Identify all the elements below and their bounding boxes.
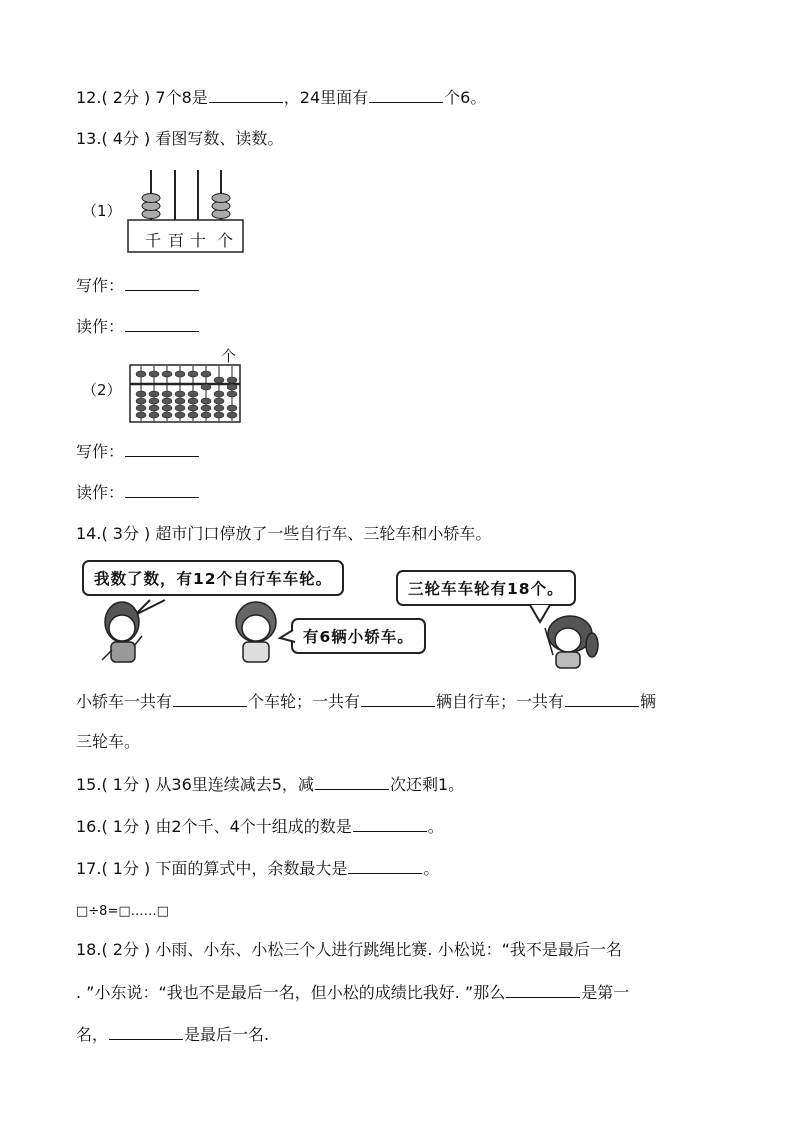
children-illustration (0, 550, 794, 670)
question-14 (76, 523, 491, 545)
place-label-hundreds: 百 (168, 231, 185, 250)
question-13 (76, 128, 283, 150)
q15-score: ( 1分 ) (101, 775, 151, 794)
q13-number: 13. (76, 129, 102, 148)
q14-blank-bikes[interactable] (361, 690, 435, 707)
q13-part1-write-blank[interactable] (125, 274, 199, 291)
question-16 (76, 815, 444, 838)
q18-text-2a: . ”小东说：“我也不是最后一名，但小松的成绩比我好. ”那么 (76, 983, 506, 1002)
place-label-tens: 十 (190, 231, 207, 250)
q13-part1-label: （1） (82, 202, 122, 220)
q13-part2-write (76, 440, 200, 463)
q17-text-a: 下面的算式中，余数最大是 (155, 859, 348, 878)
q13-part1-read-blank[interactable] (125, 315, 199, 332)
q13-part2-label: （2） (82, 381, 122, 399)
q12-text-a: 7个8是 (155, 88, 208, 107)
q13-score: ( 4分 ) (101, 129, 151, 148)
q18-score: ( 2分 ) (101, 940, 151, 959)
write-label: 写作： (76, 276, 125, 295)
question-18-line-2 (76, 981, 629, 1004)
q14-answer-line-2: 三轮车。 (76, 732, 141, 751)
place-label-thousands: 千 (145, 231, 162, 250)
speech-bubble-2: 三轮车车轮有18个。 (396, 570, 576, 606)
q16-number: 16. (76, 817, 102, 836)
question-15 (76, 773, 464, 796)
q17-text-b: 。 (423, 859, 440, 878)
q18-text-1: 小雨、小东、小松三个人进行跳绳比赛. 小松说：“我不是最后一名 (155, 940, 622, 959)
q13-part1-write (76, 274, 200, 297)
q18-text-3a: 名， (76, 1025, 109, 1044)
question-18-line-3 (76, 1023, 269, 1046)
q18-blank-first[interactable] (506, 981, 580, 998)
q16-text-a: 由2个千、4个十组成的数是 (155, 817, 352, 836)
question-12 (76, 86, 486, 109)
speech-bubble-3: 有6辆小轿车。 (291, 618, 426, 654)
q14-answer-line-1 (76, 690, 656, 713)
q14-number: 14. (76, 524, 102, 543)
place-label-ones: 个 (217, 231, 234, 250)
q18-blank-last[interactable] (109, 1023, 183, 1040)
q14-answer-d: 辆 (640, 692, 657, 711)
write-label: 写作： (76, 442, 125, 461)
q12-blank-2[interactable] (369, 86, 443, 103)
q17-blank[interactable] (348, 857, 422, 874)
q16-score: ( 1分 ) (101, 817, 151, 836)
q18-text-2b: 是第一 (581, 983, 630, 1002)
q13-part2-write-blank[interactable] (125, 440, 199, 457)
abacus-2-ones-label: 个 (221, 347, 237, 365)
q14-blank-car-wheels[interactable] (173, 690, 247, 707)
read-label: 读作： (76, 317, 125, 336)
q14-answer-a: 小轿车一共有 (76, 692, 173, 711)
q12-text-b: ，24里面有 (283, 88, 369, 107)
q13-part2-read-blank[interactable] (125, 481, 199, 498)
q15-text-a: 从36里连续减去5，减 (155, 775, 314, 794)
q16-blank[interactable] (353, 815, 427, 832)
q15-blank[interactable] (315, 773, 389, 790)
q17-formula: □÷8=□……□ (76, 904, 169, 919)
q14-text: 超市门口停放了一些自行车、三轮车和小轿车。 (155, 524, 492, 543)
q15-number: 15. (76, 775, 102, 794)
q18-text-3b: 是最后一名. (184, 1025, 270, 1044)
q12-text-c: 个6。 (444, 88, 487, 107)
q14-blank-tricycles[interactable] (565, 690, 639, 707)
q17-number: 17. (76, 859, 102, 878)
q16-text-b: 。 (427, 817, 444, 836)
q13-part2-read (76, 481, 200, 504)
q13-text: 看图写数、读数。 (155, 129, 284, 148)
q12-number: 12. (76, 88, 102, 107)
q14-answer-b: 个车轮；一共有 (248, 692, 361, 711)
q14-score: ( 3分 ) (101, 524, 151, 543)
q13-part1-read (76, 315, 200, 338)
q12-score: ( 2分 ) (101, 88, 151, 107)
q12-blank-1[interactable] (209, 86, 283, 103)
q18-number: 18. (76, 940, 102, 959)
q14-answer-c: 辆自行车；一共有 (436, 692, 565, 711)
q15-text-b: 次还剩1。 (389, 775, 465, 794)
speech-bubble-1: 我数了数，有12个自行车车轮。 (82, 560, 344, 596)
abacus-2-figure (129, 364, 242, 424)
question-17 (76, 857, 439, 880)
q17-score: ( 1分 ) (101, 859, 151, 878)
question-18-line-1 (76, 939, 622, 961)
read-label: 读作： (76, 483, 125, 502)
